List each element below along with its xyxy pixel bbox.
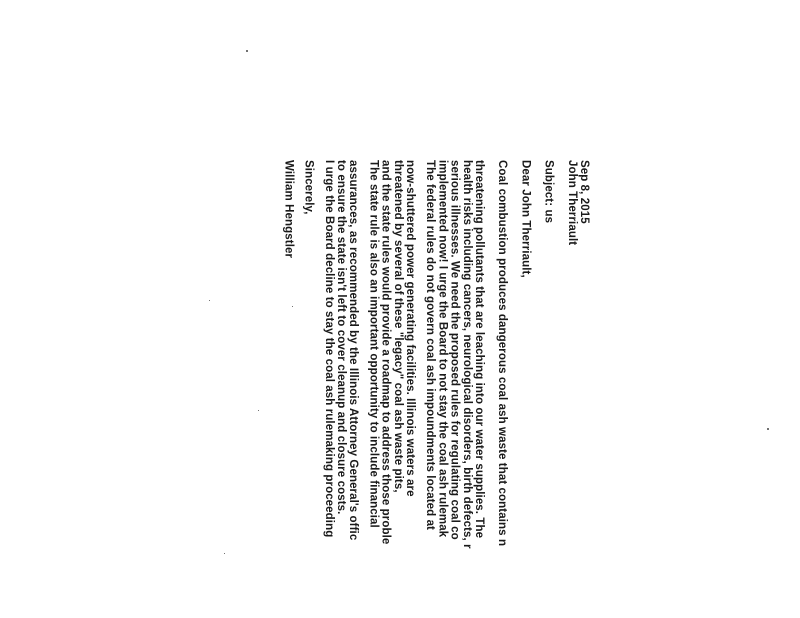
letter-body <box>282 160 590 618</box>
letter-salutation: Dear John Therriault, <box>519 160 532 278</box>
paragraph-2-line: threatened by several of these "legacy" coal ash waste pits, <box>391 160 404 493</box>
paragraph-1-line: health risks including cancers, neurological disorders, birth defects, r <box>460 160 473 549</box>
scan-speck <box>767 428 769 430</box>
paragraph-3-line: to ensure the state isn't left to cover cleanup and closure costs. <box>334 160 347 515</box>
letter-closing: Sincerely, <box>302 160 315 215</box>
paragraph-1-line: serious illnesses. We need the proposed rules for regulating coal co <box>448 160 461 540</box>
scan-speck <box>224 553 225 554</box>
letter-date: Sep 8, 2015 <box>578 160 590 224</box>
scan-speck <box>258 410 259 411</box>
scan-speck <box>209 300 210 301</box>
paragraph-2-line: and the state rules would provide a roadmap to address those proble <box>379 160 392 545</box>
paragraph-4-line: I urge the Board decline to stay the coal ash rulemaking proceeding <box>322 160 335 538</box>
paragraph-3-line: The state rule is also an important opportunity to include financial <box>367 160 380 528</box>
paragraph-1-line: implemented now! I urge the Board to not stay the coal ash rulemak <box>436 160 449 538</box>
paragraph-1-line: threatening pollutants that are leaching into our water supplies. The <box>472 160 485 539</box>
letter-recipient: John Therriault <box>565 160 578 246</box>
letter-signature: William Hengstler <box>282 160 295 259</box>
scan-speck <box>246 50 248 52</box>
paragraph-3-line: assurances, as recommended by the Illinois Attorney General's offic <box>347 160 360 541</box>
paragraph-2-line: The federal rules do not govern coal ash impoundments located at <box>424 160 437 530</box>
paragraph-1-line: Coal combustion produces dangerous coal ash waste that contains n <box>496 160 509 547</box>
paragraph-2-line: now-shuttered power generating facilities. Illinois waters are <box>403 160 416 497</box>
letter-subject: Subject: us <box>542 160 555 224</box>
